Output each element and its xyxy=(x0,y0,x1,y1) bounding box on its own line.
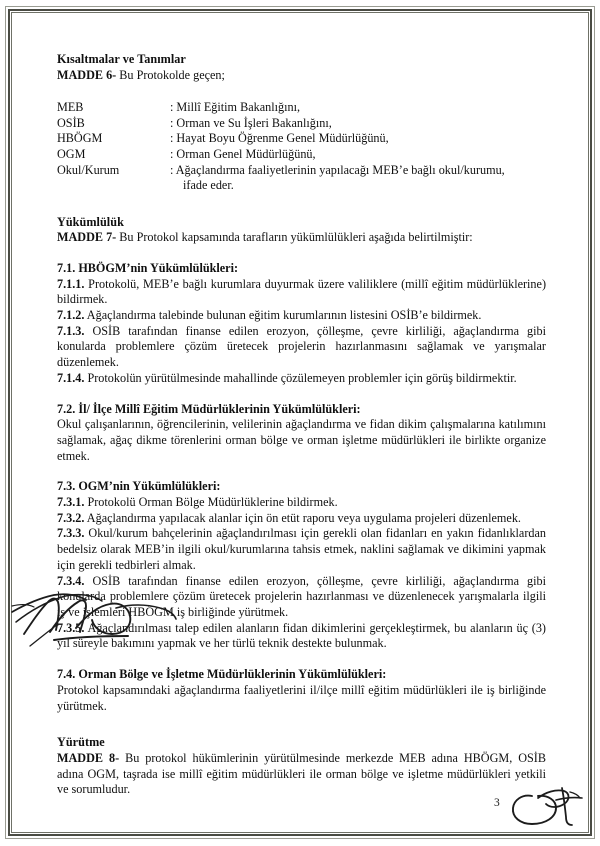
definitions-madde-line xyxy=(57,68,546,84)
struck-through-word: Orman xyxy=(78,667,117,682)
clause-number: 7.3.5. xyxy=(57,620,85,635)
clause-text: Ağaçlandırılması talep edilen alanların fidan dikimlerini gerçekleştirmek, bu alanların üç (3) yıl süreyle bakımını yapmak ve her türlü teknik destekte bulunmak. xyxy=(57,620,546,651)
execution-heading: Yürütme xyxy=(57,735,105,750)
madde7-label: MADDE 7- xyxy=(57,230,117,245)
madde8-label: MADDE 8- xyxy=(57,750,120,765)
clause-7-3-4 xyxy=(57,574,546,621)
subsection-title-7-3: 7.3. OGM’nin Yükümlülükleri: xyxy=(57,479,221,494)
definition-description: : Orman ve Su İşleri Bakanlığını, xyxy=(170,115,332,130)
definition-description: : Millî Eğitim Bakanlığını, xyxy=(170,100,300,115)
clause-number: 7.3.4. xyxy=(57,573,85,588)
clause-number: 7.3.1. xyxy=(57,495,85,510)
madde8-text: Bu protokol hükümlerinin yürütülmesinde merkezde MEB adına HBÖGM, OSİB adına OGM, taşrada ise millî eğitim müdürlükleri ile orman bölge ve işletme müdürlükleri yetkili ve sorumludur. xyxy=(57,750,546,797)
clause-text: Okul/kurum bahçelerinin ağaçlandırılması için gerekli olan fidanları en yakın fidanlıklardan bedelsiz olarak MEB’in ilgili okul/kurumlarına tahsis etmek, naklini sağlamak ve dikimini yapmak için gerekli tedbirleri almak. xyxy=(57,526,546,572)
clause-number: 7.1.4. xyxy=(57,370,85,385)
clause-number: 7.3.3. xyxy=(57,526,85,541)
definition-description: : Ağaçlandırma faaliyetlerinin yapılacağı MEB’e bağlı okul/kurumu, xyxy=(170,162,505,177)
madde6-label: MADDE 6- xyxy=(57,67,117,82)
definition-term: OGM xyxy=(57,146,86,161)
document-body xyxy=(57,52,546,798)
page-number: 3 xyxy=(494,797,500,809)
madde7-text: Bu Protokol kapsamında tarafların yükümlülükleri aşağıda belirtilmiştir: xyxy=(116,230,473,245)
clause-7-1-3 xyxy=(57,324,546,371)
clause-text: Protokol kapsamındaki ağaçlandırma faaliyetlerini il/ilçe millî eğitim müdürlükleri ile iş birliğinde yürütmek. xyxy=(57,682,546,713)
madde6-text: Bu Protokolde geçen; xyxy=(116,67,225,82)
obligations-madde-line xyxy=(57,230,546,246)
definition-row xyxy=(57,116,546,132)
clause-text: Protokolün yürütülmesinde mahallinde çözülemeyen problemler için görüş bildirmektir. xyxy=(84,370,517,385)
clause-number: 7.1.3. xyxy=(57,323,85,338)
clause-7-1-1 xyxy=(57,277,546,308)
definition-term: HBÖGM xyxy=(57,131,103,146)
definition-description: : Orman Genel Müdürlüğünü, xyxy=(170,146,316,161)
clause-7-1-4 xyxy=(57,371,546,387)
definition-row xyxy=(57,147,546,163)
clause-7-3-1 xyxy=(57,495,546,511)
clause-text: Okul çalışanlarının, öğrencilerinin, velilerinin ağaçlandırma ve fidan dikim çalışmalarına katılımını sağlamak, ağaç dikme törenlerini orman bölge ve orman işletme müdürlükleri ile birlikte organize etmek. xyxy=(57,417,546,463)
clause-text: OSİB tarafından finanse edilen erozyon, çölleşme, çevre kirliliği, ağaçlandırma gibi konularda problemlere çözüm üretecek projelerin hazırlanması ve düzenlenecek yarışmalarla ilgili iş ve işlemleri HBÖGM iş birliğinde yürütmek. xyxy=(57,573,546,619)
subsection-title-rest: Bölge ve İşletme Müdürlüklerinin Yükümlülükleri: xyxy=(116,667,387,682)
clause-text: Protokolü, MEB’e bağlı kurumlara duyurmak üzere valiliklere (millî eğitim müdürlüklerine) bildirmek. xyxy=(57,276,546,307)
subsection-title-7-4 xyxy=(57,667,546,683)
definition-row xyxy=(57,131,546,147)
definition-term: MEB xyxy=(57,100,84,115)
clause-text: Ağaçlandırma talebinde bulunan eğitim kurumlarının listesini OSİB’e bildirmek. xyxy=(84,308,482,323)
obligations-heading: Yükümlülük xyxy=(57,214,124,229)
definition-row xyxy=(57,100,546,116)
clause-text: OSİB tarafından finanse edilen erozyon, çölleşme, çevre kirliliği, ağaçlandırma gibi konularda problemlere çözüm üretecek projelerin hazırlanmasını sağlamak ve yarışmalar düzenlemek. xyxy=(57,323,546,370)
definition-description: : Hayat Boyu Öğrenme Genel Müdürlüğünü, xyxy=(170,131,389,146)
definition-term: Okul/Kurum xyxy=(57,162,120,177)
definition-term: OSİB xyxy=(57,115,85,130)
definitions-list xyxy=(57,100,546,194)
definition-closing: ifade eder. xyxy=(183,178,234,193)
definitions-heading: Kısaltmalar ve Tanımlar xyxy=(57,52,186,66)
clause-text: Ağaçlandırma yapılacak alanlar için ön etüt raporu veya uygulama projeleri düzenlemek. xyxy=(84,510,521,525)
clause-7-3-3 xyxy=(57,526,546,573)
execution-madde-paragraph xyxy=(57,751,546,798)
subsection-title-7-2: 7.2. İl/ İlçe Millî Eğitim Müdürlüklerinin Yükümlülükleri: xyxy=(57,401,361,416)
clause-7-2-body xyxy=(57,417,546,464)
clause-number: 7.1.2. xyxy=(57,308,85,323)
clause-text: Protokolü Orman Bölge Müdürlüklerine bildirmek. xyxy=(84,495,338,510)
subsection-number-7-4: 7.4. xyxy=(57,667,79,682)
definition-row xyxy=(57,163,546,179)
clause-7-3-5 xyxy=(57,621,546,652)
subsection-title-7-1: 7.1. HBÖGM’nin Yükümlülükleri: xyxy=(57,260,239,275)
clause-7-3-2 xyxy=(57,511,546,527)
clause-7-4-body xyxy=(57,683,546,714)
clause-number: 7.3.2. xyxy=(57,510,85,525)
clause-number: 7.1.1. xyxy=(57,276,85,291)
clause-7-1-2 xyxy=(57,308,546,324)
